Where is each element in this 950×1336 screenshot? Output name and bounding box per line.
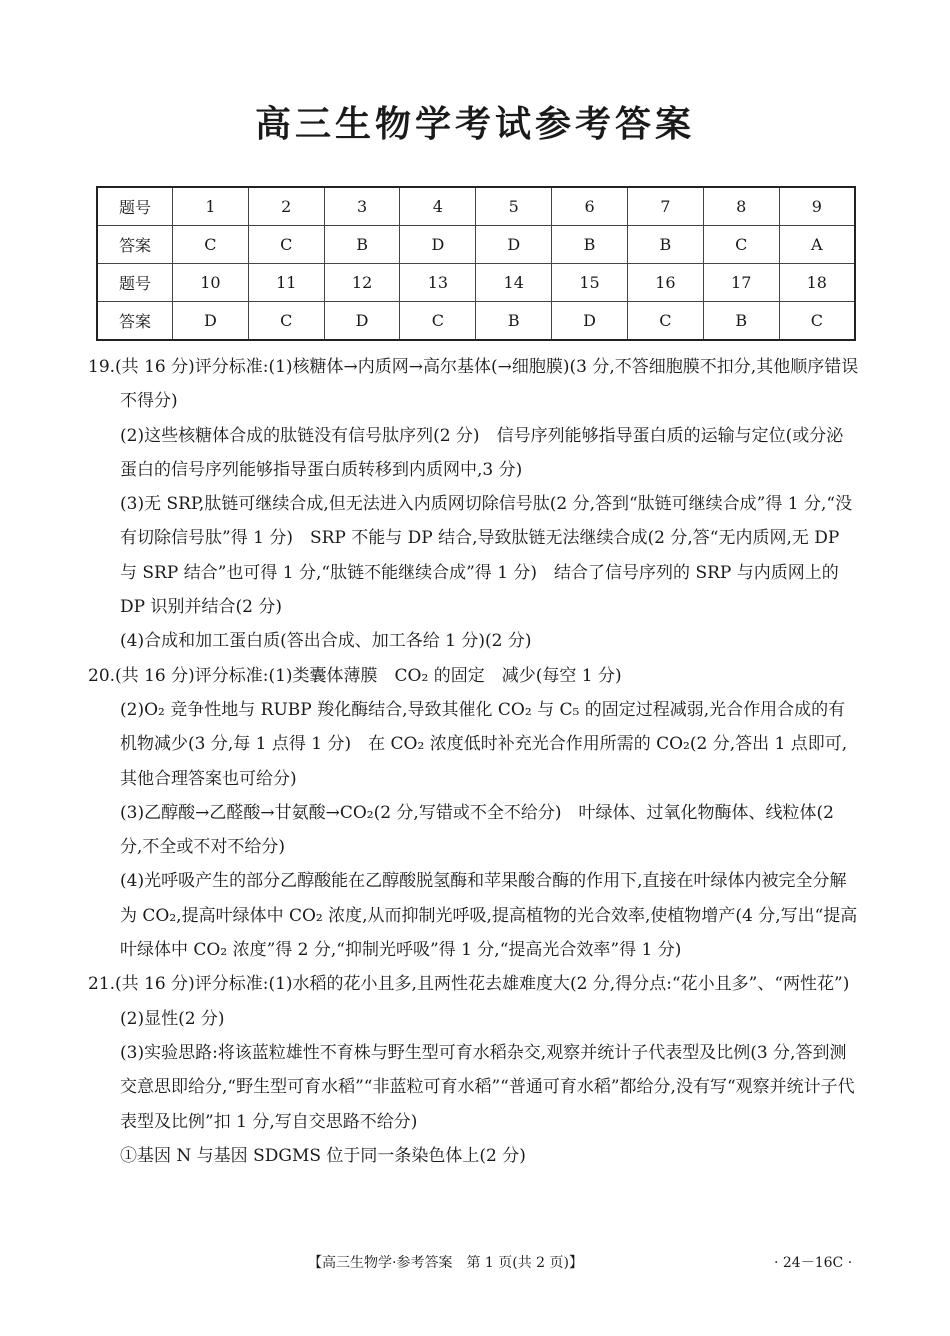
answer-cell: D	[324, 302, 400, 341]
question-part: (3)无 SRP,肽链可继续合成,但无法进入内质网切除信号肽(2 分,答到“肽链可继续合成”得 1 分,“没有切除信号肽”得 1 分) SRP 不能与 DP 结合,导致肽链无法继续合成(2 分,答“无内质网,无 DP 与 SRP 结合”也可得 1 分,“肽链不能继续合成”得 1 分) 结合了信号序列的 SRP 与内质网上的 DP 识别并结合(2 分)	[120, 494, 853, 618]
question-19	[88, 350, 860, 659]
question-part: ①基因 N 与基因 SDGMS 位于同一条染色体上(2 分)	[120, 1145, 526, 1166]
row-header: 题号	[97, 264, 173, 302]
answer-table-row	[97, 187, 855, 226]
answer-table-row	[97, 264, 855, 302]
answer-cell: D	[173, 302, 249, 341]
question-part: (2)这些核糖体合成的肽链没有信号肽序列(2 分) 信号序列能够指导蛋白质的运输与定位(或分泌蛋白的信号序列能够指导蛋白质转移到内质网中,3 分)	[120, 425, 844, 480]
answer-cell: 3	[324, 187, 400, 226]
row-header: 答案	[97, 226, 173, 264]
answer-cell: 14	[476, 264, 552, 302]
question-part: (4)合成和加工蛋白质(答出合成、加工各给 1 分)(2 分)	[120, 631, 532, 652]
answer-cell: 9	[779, 187, 855, 226]
answer-cell: 10	[173, 264, 249, 302]
question-part: (3)实验思路:将该蓝粒雄性不育株与野生型可育水稻杂交,观察并统计子代表型及比例(3 分,答到测交意思即给分,“野生型可育水稻”“非蓝粒可育水稻”“普通可育水稻”都给分,没有写“观察并统计子代表型及比例”扣 1 分,写自交思路不给分)	[120, 1042, 855, 1132]
answer-cell: 1	[173, 187, 249, 226]
answer-cell: 11	[248, 264, 324, 302]
answer-cell: C	[248, 302, 324, 341]
answer-cell: C	[703, 226, 779, 264]
answer-table	[96, 186, 856, 341]
question-lead: 20.(共 16 分)评分标准:(1)类囊体薄膜 CO₂ 的固定 减少(每空 1 分)	[88, 665, 622, 686]
answer-cell: 15	[552, 264, 628, 302]
question-lead: 21.(共 16 分)评分标准:(1)水稻的花小且多,且两性花去雄难度大(2 分,得分点:“花小且多”、“两性花”)	[88, 974, 850, 995]
question-21	[88, 967, 860, 1173]
footer-exam-code: · 24－16C ·	[774, 1255, 853, 1271]
row-header: 答案	[97, 302, 173, 341]
answer-cell: C	[173, 226, 249, 264]
question-part: (4)光呼吸产生的部分乙醇酸能在乙醇酸脱氢酶和苹果酸合酶的作用下,直接在叶绿体内被完全分解为 CO₂,提高叶绿体中 CO₂ 浓度,从而抑制光呼吸,提高植物的光合效率,使植物增产(4 分,写出“提高叶绿体中 CO₂ 浓度”得 2 分,“抑制光呼吸”得 1 分,“提高光合效率”得 1 分)	[120, 871, 858, 961]
answer-cell: C	[400, 302, 476, 341]
question-20	[88, 659, 860, 968]
answer-cell: 4	[400, 187, 476, 226]
answer-cell: 16	[627, 264, 703, 302]
row-header: 题号	[97, 187, 173, 226]
answer-cell: 7	[627, 187, 703, 226]
answer-cell: 12	[324, 264, 400, 302]
question-lead: 19.(共 16 分)评分标准:(1)核糖体→内质网→高尔基体(→细胞膜)(3 分,不答细胞膜不扣分,其他顺序错误不得分)	[88, 357, 859, 412]
answer-cell: B	[552, 226, 628, 264]
question-part: (3)乙醇酸→乙醛酸→甘氨酸→CO₂(2 分,写错或不全不给分) 叶绿体、过氧化物酶体、线粒体(2 分,不全或不对不给分)	[120, 802, 834, 858]
scoring-content	[88, 350, 860, 1173]
answer-table-row	[97, 226, 855, 264]
answer-cell: 6	[552, 187, 628, 226]
answer-cell: B	[703, 302, 779, 341]
answer-cell: B	[476, 302, 552, 341]
answer-cell: C	[248, 226, 324, 264]
question-part: (2)O₂ 竞争性地与 RUBP 羧化酶结合,导致其催化 CO₂ 与 C₅ 的固定过程减弱,光合作用合成的有机物减少(3 分,每 1 点得 1 分) 在 CO₂ 浓度低时补充光合作用所需的 CO₂(2 分,答出 1 点即可,其他合理答案也可给分)	[120, 699, 848, 789]
answer-cell: 18	[779, 264, 855, 302]
answer-cell: 17	[703, 264, 779, 302]
answer-cell: 2	[248, 187, 324, 226]
answer-table-row	[97, 302, 855, 341]
answer-cell: B	[324, 226, 400, 264]
answer-cell: 13	[400, 264, 476, 302]
answer-cell: C	[627, 302, 703, 341]
question-part: (2)显性(2 分)	[120, 1008, 225, 1029]
answer-cell: C	[779, 302, 855, 341]
answer-cell: 5	[476, 187, 552, 226]
answer-cell: 8	[703, 187, 779, 226]
footer-page-info: 【高三生物学·参考答案 第 1 页(共 2 页)】	[308, 1255, 583, 1271]
answer-cell: D	[476, 226, 552, 264]
answer-cell: B	[627, 226, 703, 264]
answer-cell: D	[552, 302, 628, 341]
answer-cell: D	[400, 226, 476, 264]
page-title: 高三生物学考试参考答案	[254, 104, 695, 145]
answer-cell: A	[779, 226, 855, 264]
